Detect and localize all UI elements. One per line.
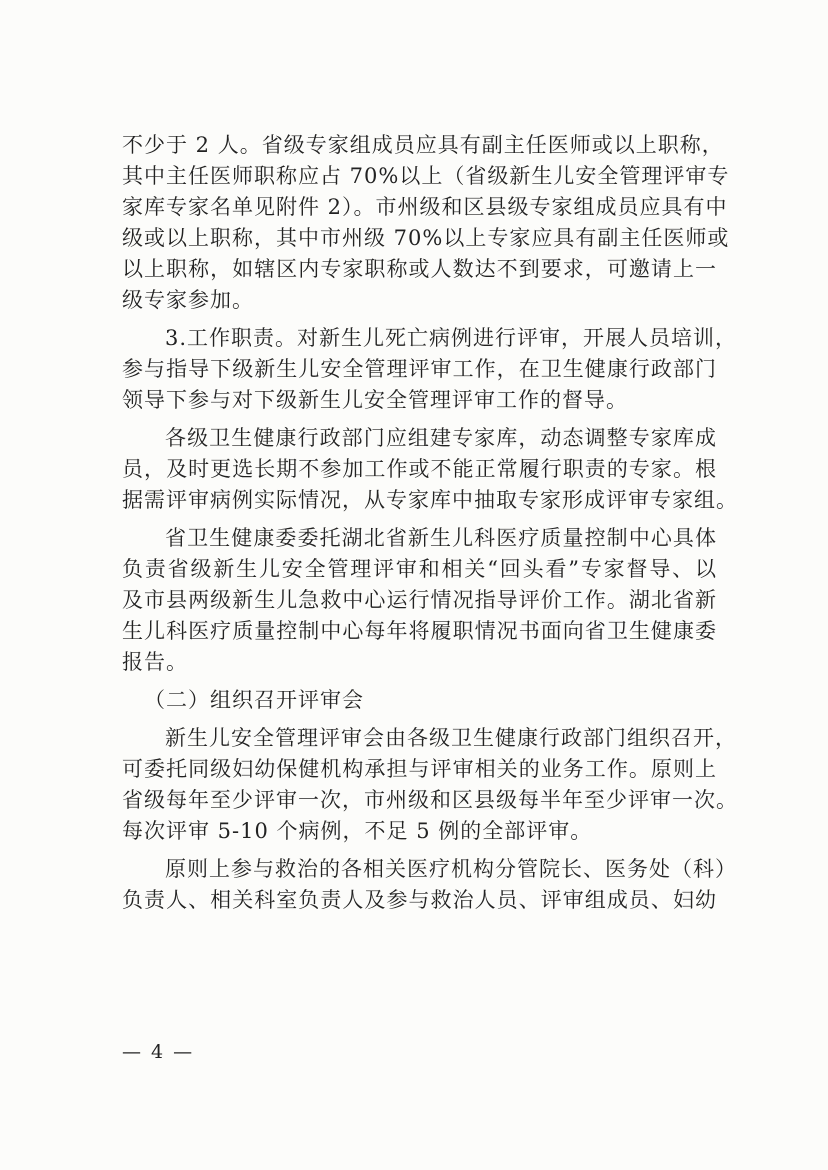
- paragraph-review-meeting: [122, 723, 738, 847]
- text-line: 省级每年至少评审一次，市州级和区县级每半年至少评审一次。: [122, 788, 738, 812]
- text-line: 3.工作职责。对新生儿死亡病例进行评审，开展人员培训，: [165, 326, 738, 350]
- text-line: 新生儿安全管理评审会由各级卫生健康行政部门组织召开，: [165, 726, 737, 750]
- text-line: 及市县两级新生儿急救中心运行情况指导评价工作。湖北省新: [122, 588, 717, 612]
- text-line: 据需评审病例实际情况，从专家库中抽取专家形成评审专家组。: [122, 488, 738, 512]
- paragraph-participants: [122, 854, 737, 916]
- text-line: 原则上参与救治的各相关医疗机构分管院长、医务处（科）: [165, 857, 737, 881]
- text-line: 级专家参加。: [122, 288, 254, 312]
- document-body: [122, 130, 738, 916]
- text-line: 每次评审 5-10 个病例，不足 5 例的全部评审。: [122, 819, 593, 843]
- text-line: 不少于 2 人。省级专家组成员应具有副主任医师或以上职称，: [122, 133, 724, 157]
- text-line: 其中主任医师职称应占 70%以上（省级新生儿安全管理评审专: [122, 164, 730, 188]
- text-line: 负责人、相关科室负责人及参与救治人员、评审组成员、妇幼: [122, 888, 717, 912]
- text-line: 家库专家名单见附件 2）。市州级和区县级专家组成员应具有中: [122, 195, 728, 219]
- text-line: 可委托同级妇幼保健机构承担与评审相关的业务工作。原则上: [122, 757, 717, 781]
- text-line: 生儿科医疗质量控制中心每年将履职情况书面向省卫生健康委: [122, 619, 717, 643]
- text-line: 负责省级新生儿安全管理评审和相关“回头看”专家督导、以: [122, 557, 717, 581]
- text-line: 员，及时更选长期不参加工作或不能正常履行职责的专家。根: [122, 457, 717, 481]
- paragraph-expert-pool: [122, 423, 738, 516]
- paragraph-provincial-commission: [122, 523, 717, 678]
- page-number: — 4 —: [122, 1041, 195, 1063]
- section-heading-text: （二）组织召开评审会: [144, 688, 364, 712]
- paragraph-expert-qualifications: [122, 130, 730, 316]
- text-line: 级或以上职称，其中市州级 70%以上专家应具有副主任医师或: [122, 226, 730, 250]
- text-line: 各级卫生健康行政部门应组建专家库，动态调整专家库成: [165, 426, 717, 450]
- text-line: 以上职称，如辖区内专家职称或人数达不到要求，可邀请上一: [122, 257, 717, 281]
- text-line: 省卫生健康委委托湖北省新生儿科医疗质量控制中心具体: [165, 526, 717, 550]
- section-heading: [122, 685, 717, 716]
- text-line: 报告。: [122, 650, 188, 674]
- text-line: 领导下参与对下级新生儿安全管理评审工作的督导。: [122, 388, 628, 412]
- paragraph-work-duties: [122, 323, 738, 416]
- text-line: 参与指导下级新生儿安全管理评审工作，在卫生健康行政部门: [122, 357, 717, 381]
